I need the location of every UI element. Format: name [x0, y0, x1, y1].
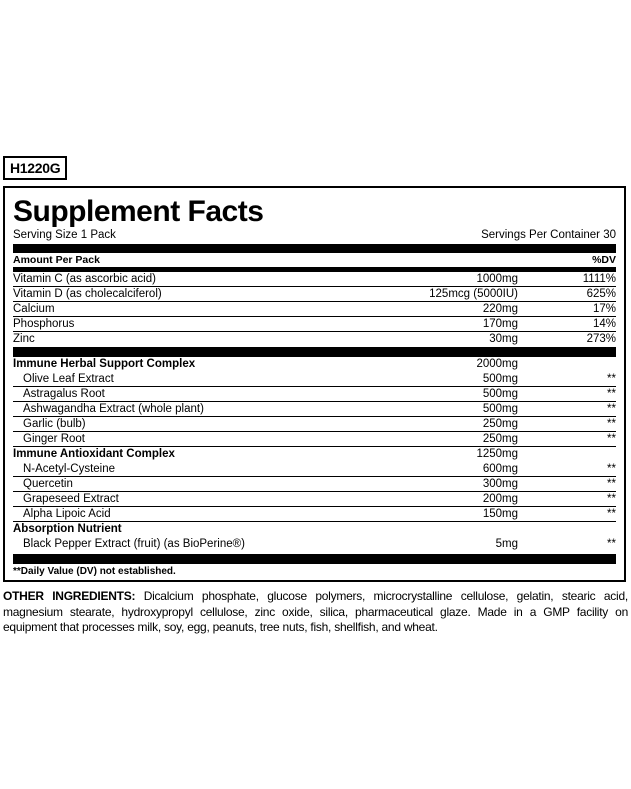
- nutrient-dv: 625%: [586, 288, 616, 300]
- ingredient-amount: 500mg: [482, 373, 518, 385]
- ingredient-name: Astragalus Root: [23, 388, 105, 400]
- facts-title: Supplement Facts: [13, 195, 264, 228]
- dv-footnote: **Daily Value (DV) not established.: [13, 566, 176, 577]
- nutrient-dv: 14%: [592, 318, 616, 330]
- ingredient-amount: 250mg: [482, 433, 518, 445]
- other-ingredients: [3, 589, 628, 636]
- table-row: [13, 462, 616, 477]
- complex-name: Immune Antioxidant Complex: [13, 448, 175, 460]
- ingredient-dv: **: [607, 478, 616, 490]
- ingredient-dv: **: [607, 373, 616, 385]
- ingredient-dv: **: [607, 403, 616, 415]
- other-ingredients-label: OTHER INGREDIENTS:: [3, 589, 136, 603]
- nutrient-amount: 1000mg: [476, 273, 518, 285]
- table-row: [13, 432, 616, 447]
- nutrient-name: Vitamin C (as ascorbic acid): [13, 273, 156, 285]
- table-row: [13, 507, 616, 522]
- thick-divider: [13, 244, 616, 253]
- ingredient-dv: **: [607, 418, 616, 430]
- ingredient-name: Alpha Lipoic Acid: [23, 508, 111, 520]
- table-row: [13, 537, 616, 554]
- ingredient-dv: **: [607, 463, 616, 475]
- table-row: [13, 272, 616, 287]
- complex-name: Absorption Nutrient: [13, 523, 122, 535]
- nutrient-amount: 220mg: [482, 303, 518, 315]
- nutrient-amount: 170mg: [482, 318, 518, 330]
- table-row: [13, 402, 616, 417]
- ingredient-name: Grapeseed Extract: [23, 493, 119, 505]
- complex-amount: 2000mg: [476, 358, 518, 370]
- complex-row: [13, 447, 616, 462]
- table-row: [13, 317, 616, 332]
- ingredient-name: Ginger Root: [23, 433, 86, 445]
- nutrient-dv: 273%: [586, 333, 616, 345]
- table-row: [13, 372, 616, 387]
- nutrient-name: Calcium: [13, 303, 55, 315]
- ingredient-name: Quercetin: [23, 478, 73, 490]
- ingredient-amount: 200mg: [482, 493, 518, 505]
- ingredient-name: Garlic (bulb): [23, 418, 86, 430]
- supplement-facts-panel: [3, 186, 626, 582]
- table-row: [13, 492, 616, 507]
- amount-per-pack-label: Amount Per Pack: [13, 254, 100, 266]
- table-row: [13, 417, 616, 432]
- nutrient-dv: 1111%: [582, 273, 616, 285]
- table-row: [13, 387, 616, 402]
- serving-info: [13, 228, 616, 242]
- ingredient-name: N-Acetyl-Cysteine: [23, 463, 116, 475]
- nutrient-dv: 17%: [592, 303, 616, 315]
- servings-per-container: Servings Per Container 30: [481, 229, 616, 241]
- ingredient-amount: 500mg: [482, 388, 518, 400]
- ingredient-dv: **: [607, 493, 616, 505]
- table-row: [13, 477, 616, 492]
- facts-content: [13, 188, 616, 579]
- ingredient-dv: **: [607, 508, 616, 520]
- header-row: [13, 253, 616, 268]
- table-row: [13, 332, 616, 347]
- complex-name: Immune Herbal Support Complex: [13, 358, 196, 370]
- complex-row: [13, 357, 616, 372]
- ingredient-amount: 500mg: [482, 403, 518, 415]
- ingredient-dv: **: [607, 538, 616, 550]
- nutrient-name: Zinc: [13, 333, 35, 345]
- nutrient-name: Vitamin D (as cholecalciferol): [13, 288, 162, 300]
- nutrient-amount: 30mg: [489, 333, 518, 345]
- ingredient-name: Black Pepper Extract (fruit) (as BioPerine®): [23, 538, 245, 550]
- ingredient-dv: **: [607, 388, 616, 400]
- ingredient-amount: 250mg: [482, 418, 518, 430]
- ingredient-amount: 600mg: [482, 463, 518, 475]
- thick-divider: [13, 347, 616, 357]
- product-code: H1220G: [3, 156, 67, 180]
- ingredient-amount: 300mg: [482, 478, 518, 490]
- ingredient-name: Olive Leaf Extract: [23, 373, 114, 385]
- other-ingredients-text: Dicalcium phosphate, glucose polymers, microcrystalline cellulose, gelatin, stearic acid, magnesium stearate, hydroxypropyl cellulose, zinc oxide, silica, pharmaceutical glaze. Made in a GMP facility on equipment that processes milk, soy, egg, peanuts, tree nuts, fish, shellfish, and wheat.: [3, 589, 628, 634]
- ingredient-amount: 5mg: [495, 538, 518, 550]
- dv-header: %DV: [592, 254, 616, 266]
- ingredient-name: Ashwagandha Extract (whole plant): [23, 403, 204, 415]
- table-row: [13, 287, 616, 302]
- nutrient-name: Phosphorus: [13, 318, 75, 330]
- serving-size: Serving Size 1 Pack: [13, 229, 116, 241]
- complex-amount: 1250mg: [476, 448, 518, 460]
- table-row: [13, 302, 616, 317]
- ingredient-dv: **: [607, 433, 616, 445]
- thick-divider: [13, 554, 616, 564]
- ingredient-amount: 150mg: [482, 508, 518, 520]
- complex-row: [13, 522, 616, 537]
- nutrient-amount: 125mcg (5000IU): [429, 288, 518, 300]
